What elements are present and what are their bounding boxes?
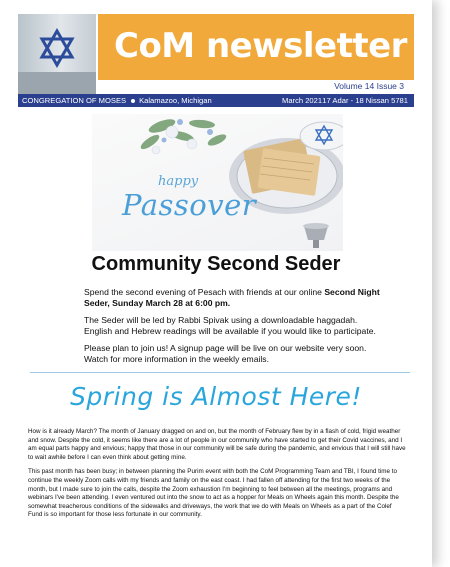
hebrew-date: 17 Adar - 18 Nissan 5781: [322, 96, 408, 105]
seder-event-highlight: Second Night Seder, Sunday March 28 at 6:00 pm.: [84, 287, 380, 308]
spring-article: [28, 428, 406, 526]
happy-passover-image: [92, 114, 343, 251]
seder-heading: Community Second Seder: [91, 253, 341, 275]
spring-paragraph-1: How is it already March? The month of January dragged on and on, but the month of February flew by in a flash of cold, frigid weather and snow. Despite the cold, it seems like there are a lot of people in our community who have started to get their Covid vaccines, and I am equal parts happy and envious; happy that those in our community will be safe during the pandemic, and envious that I will still have to wait awhile before I can even think about getting mine.: [28, 428, 406, 461]
seder-article: [84, 287, 384, 371]
info-bar: [18, 94, 414, 107]
masthead: [18, 14, 414, 106]
synagogue-logo-image: [18, 14, 96, 94]
section-divider: [30, 372, 410, 373]
location: Kalamazoo, Michigan: [139, 96, 212, 105]
volume-issue: Volume 14 Issue 3: [334, 81, 404, 91]
seder-paragraph-2: The Seder will be led by Rabbi Spivak using a downloadable haggadah. English and Hebrew readings will be available if you would like to participate.: [84, 315, 376, 336]
seder-paragraph-1: Spend the second evening of Pesach with friends at our online Second Night Seder, Sunday March 28 at 6:00 pm.: [84, 287, 380, 308]
title-band: [98, 14, 414, 80]
newsletter-title: CoM newsletter: [114, 26, 407, 66]
seder-paragraph-3: Please plan to join us! A signup page will be live on our website very soon. Watch for more information in the weekly emails.: [84, 343, 367, 364]
happy-text: happy: [158, 174, 199, 189]
issue-date: March 2021: [282, 96, 323, 105]
org-name: CONGREGATION OF MOSES: [22, 96, 127, 105]
star-of-david-icon: [37, 28, 77, 68]
spring-paragraph-2: This past month has been busy; in between planning the Purim event with both the CoM Programming Team and TBI, I found time to continue the weekly Zoom calls with my friends and family on the east coast. I had fallen off attending for the first two weeks of the month, but I made sure to join the calls, despite the Zoom exhaustion I'm beginning to feel between all the meetings, programs and webinars I've been attending. I even ventured out into the snow to act as a hopper for Meals on Wheels again this month. Despite the somewhat treacherous conditions of the sidewalks and driveways, the work that we do with Meals on Wheels as a part of the Colef Fund is so important for those less fortunate in our community.: [28, 468, 399, 519]
bullet-icon: [131, 99, 135, 103]
passover-text: Passover: [122, 188, 257, 222]
spring-heading: Spring is Almost Here!: [70, 382, 362, 411]
